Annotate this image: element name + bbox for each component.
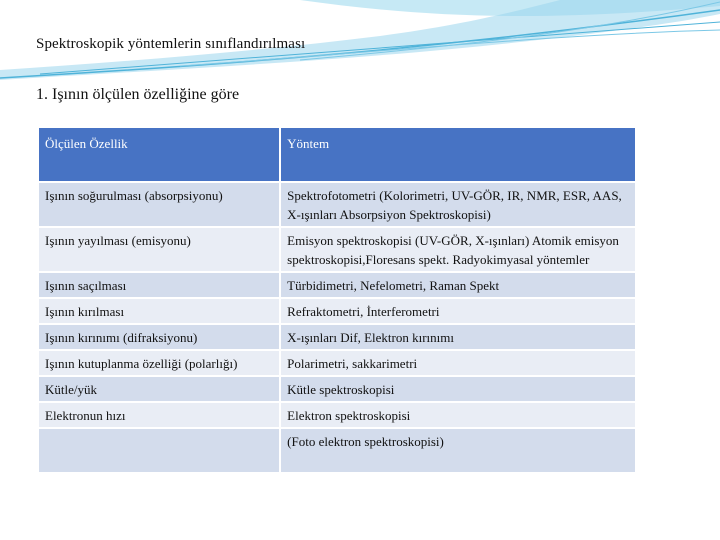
- property-cell: Işının yayılması (emisyonu): [38, 227, 280, 272]
- property-cell: Işının kırılması: [38, 298, 280, 324]
- table-row: [38, 324, 636, 350]
- table-row: [38, 227, 636, 272]
- header-measured-property: Ölçülen Özellik: [38, 127, 280, 182]
- table-row: [38, 402, 636, 428]
- table-row: [38, 376, 636, 402]
- property-cell: Işının kırınımı (difraksiyonu): [38, 324, 280, 350]
- method-cell: Kütle spektroskopisi: [280, 376, 636, 402]
- table-header-row: [38, 127, 636, 182]
- property-cell: [38, 428, 280, 473]
- property-cell: Elektronun hızı: [38, 402, 280, 428]
- method-cell: Türbidimetri, Nefelometri, Raman Spekt: [280, 272, 636, 298]
- property-cell: Işının saçılması: [38, 272, 280, 298]
- table-row: [38, 428, 636, 473]
- header-method: Yöntem: [280, 127, 636, 182]
- method-cell: Elektron spektroskopisi: [280, 402, 636, 428]
- spectroscopy-methods-table: [37, 126, 637, 474]
- property-cell: Kütle/yük: [38, 376, 280, 402]
- method-cell: Emisyon spektroskopisi (UV-GÖR, X-ışınları) Atomik emisyon spektroskopisi,Floresans spekt. Radyokimyasal yöntemler: [280, 227, 636, 272]
- method-cell: Spektrofotometri (Kolorimetri, UV-GÖR, IR, NMR, ESR, AAS, X-ışınları Absorpsiyon Spektroskopisi): [280, 182, 636, 227]
- table-row: [38, 182, 636, 227]
- method-cell: Polarimetri, sakkarimetri: [280, 350, 636, 376]
- property-cell: Işının soğurulması (absorpsiyonu): [38, 182, 280, 227]
- table-row: [38, 350, 636, 376]
- table-row: [38, 272, 636, 298]
- method-cell: (Foto elektron spektroskopisi): [280, 428, 636, 473]
- slide-subtitle: 1. Işının ölçülen özelliğine göre: [36, 86, 240, 103]
- slide-title: Spektroskopik yöntemlerin sınıflandırılması: [36, 36, 306, 52]
- method-cell: X-ışınları Dif, Elektron kırınımı: [280, 324, 636, 350]
- table-row: [38, 298, 636, 324]
- property-cell: Işının kutuplanma özelliği (polarlığı): [38, 350, 280, 376]
- method-cell: Refraktometri, İnterferometri: [280, 298, 636, 324]
